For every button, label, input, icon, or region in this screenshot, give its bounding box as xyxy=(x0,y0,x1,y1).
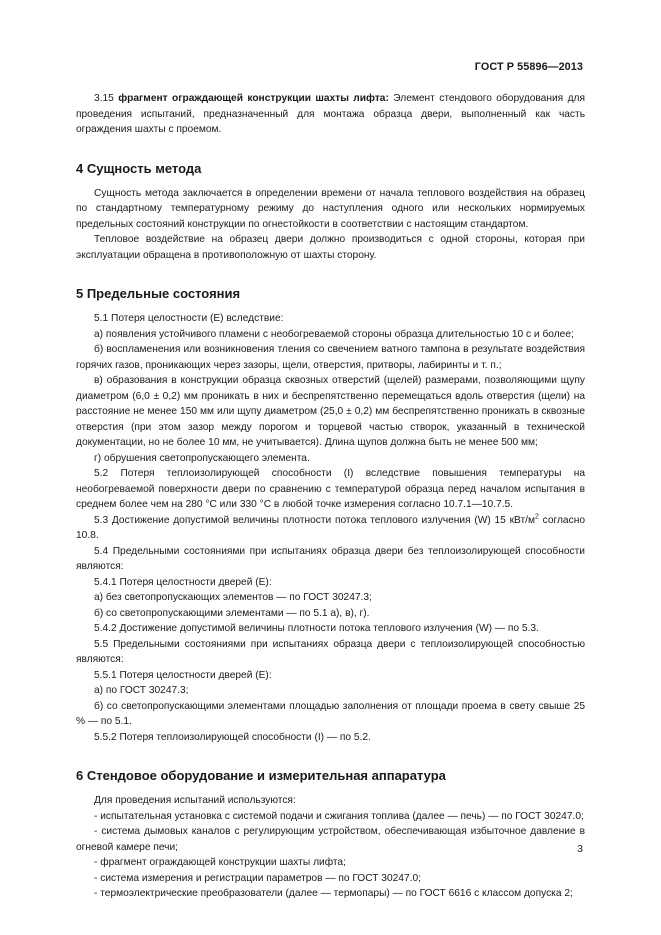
section-5-para: 5.2 Потеря теплоизолирующей способности (I) вследствие повышения температуры на необогреваемой поверхности двери по сравнению с температурой образца перед началом испытания в среднем более чем на 280 °С или 330 °С в любой точке измерения согласно 10.7.1—10.7.5. xyxy=(76,468,585,510)
superscript: 2 xyxy=(534,513,539,521)
section-5-para: 5.5.1 Потеря целостности дверей (Е): xyxy=(94,669,272,681)
section-5-para-5-3 xyxy=(76,513,585,544)
term-name: фрагмент ограждающей конструкции шахты лифта: xyxy=(118,93,389,104)
section-5-para: а) появления устойчивого пламени с необогреваемой стороны образца длительностью 10 с и более; xyxy=(94,328,574,340)
section-5-heading: 5 Предельные состояния xyxy=(76,286,241,301)
section-6-list-item: - испытательная установка с системой подачи и сжигания топлива (далее — печь) — по ГОСТ 30247.0; xyxy=(94,810,584,822)
section-5-para: 5.5.2 Потеря теплоизолирующей способности (I) — по 5.2. xyxy=(94,731,371,743)
section-6-list-item: - фрагмент ограждающей конструкции шахты лифта; xyxy=(94,857,346,868)
term-number: 3.15 xyxy=(94,93,114,104)
section-4-para: Тепловое воздействие на образец двери должно производиться с одной стороны, которая при эксплуатации обращена в противоположную от шахты сторону. xyxy=(76,234,585,261)
section-5-para: 5.1 Потеря целостности (Е) вследствие: xyxy=(94,313,284,324)
text-run: 5.3 Достижение допустимой величины плотности потока теплового излучения (W) 15 кВт/м xyxy=(94,514,535,526)
section-5-para: 5.4.1 Потеря целостности дверей (Е): xyxy=(94,576,272,588)
section-6-list-item: - система дымовых каналов с регулирующим устройством, обеспечивающая избыточное давление в огневой камере печи; xyxy=(76,826,585,853)
term-3-15 xyxy=(76,91,585,138)
section-5-para: 5.4.2 Достижение допустимой величины плотности потока теплового излучения (W) — по 5.3. xyxy=(94,623,539,634)
section-6-heading: 6 Стендовое оборудование и измерительная аппаратура xyxy=(76,768,446,783)
section-6-para: Для проведения испытаний используются: xyxy=(94,795,296,806)
section-4-para: Сущность метода заключается в определении времени от начала теплового воздействия на образец по стандартному температурному режиму до наступления одного или нескольких нормируемых предельных состояний конструкции по огнестойкости в соответствии с настоящим стандартом. xyxy=(76,187,585,230)
section-6-list-item: - система измерения и регистрации параметров — по ГОСТ 30247.0; xyxy=(94,872,421,884)
section-5-para: г) обрушения светопропускающего элемента. xyxy=(94,452,310,464)
text-run: согласно 10.8. xyxy=(76,514,585,541)
term-definition: Элемент стендового оборудования для проведения испытаний, предназначенный для монтажа образца двери, выполненный как часть ограждения шахты с проемом. xyxy=(76,93,585,135)
section-5-para: а) без светопропускающих элементов — по ГОСТ 30247.3; xyxy=(94,592,372,603)
section-5-para: 5.4 Предельными состояниями при испытаниях образца двери без теплоизолирующей способности являются: xyxy=(76,545,585,572)
document-header: ГОСТ Р 55896—2013 xyxy=(474,61,583,73)
section-5-para: б) воспламенения или возникновения тления со свечением ватного тампона в результате воздействия горячих газов, проникающих через зазоры, щели, отверстия, притворы, лабиринты и т. п.; xyxy=(76,344,585,371)
section-4-heading: 4 Сущность метода xyxy=(76,160,202,176)
section-5-para: б) со светопропускающими элементами площадью заполнения от площади проема в свету свыше 25 % — по 5.1. xyxy=(76,700,585,727)
page-body xyxy=(76,91,585,902)
section-5-para: б) со светопропускающими элементами — по 5.1 а), в), г). xyxy=(94,607,370,619)
section-6-list-item: - термоэлектрические преобразователи (далее — термопары) — по ГОСТ 6616 с классом допуска 2; xyxy=(94,888,573,899)
page-number: 3 xyxy=(577,843,583,855)
section-5-para: 5.5 Предельными состояниями при испытаниях образца двери с теплоизолирующей способностью являются: xyxy=(76,638,585,665)
section-5-para: в) образования в конструкции образца сквозных отверстий (щелей) размерами, позволяющими щупу диаметром (6,0 ± 0,2) мм проникать в них и беспрепятственно перемещаться вдоль отверстия (щели) на расстояние не менее 150 мм или щупу диаметром (25,0 ± 0,2) мм беспрепятственно проникать в сквозные отверстия (при этом зазор между порогом и торцевой частью створок, указанный в технической документации, но не более 10 мм, не учитывается). Длина щупов должна быть не менее 500 мм; xyxy=(76,375,585,448)
section-5-para: а) по ГОСТ 30247.3; xyxy=(94,685,189,696)
